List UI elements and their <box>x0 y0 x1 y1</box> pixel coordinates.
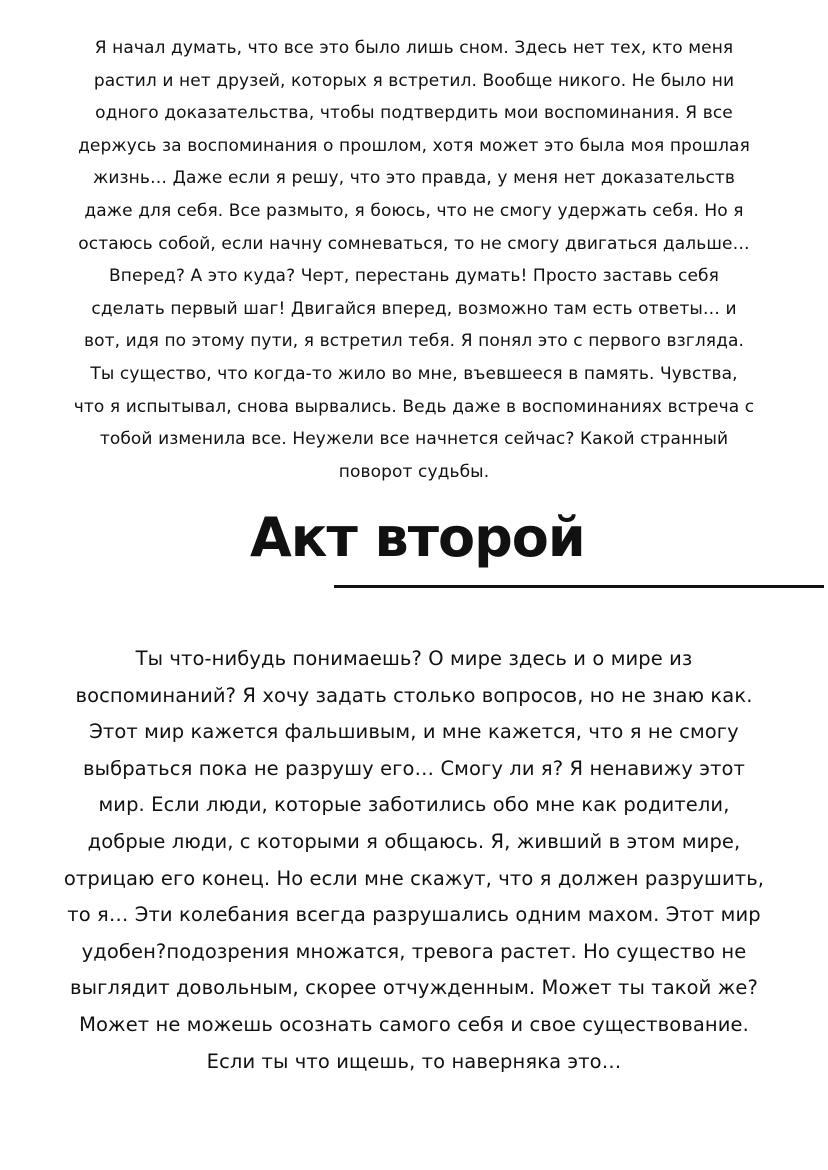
text-line: даже для себя. Все размыто, я боюсь, что не смогу удержать себя. Но я <box>84 200 744 221</box>
text-line: отрицаю его конец. Но если мне скажут, что я должен разрушить, <box>63 866 765 890</box>
text-line: Ты существо, что когда-то жило во мне, въевшееся в память. Чувства, <box>90 363 738 384</box>
text-line: выбраться пока не разрушу его… Смогу ли я? Я ненавижу этот <box>82 756 746 780</box>
text-line: остаюсь собой, если начну сомневаться, то не смогу двигаться дальше… <box>78 233 750 254</box>
act-two-paragraph <box>14 641 814 1080</box>
text-line: выглядит довольным, скорее отчужденным. Может ты такой же? <box>70 976 758 1000</box>
text-line: одного доказательства, чтобы подтвердить мои воспоминания. Я все <box>95 103 733 124</box>
text-line: мир. Если люди, которые заботились обо мне как родители, <box>98 793 730 817</box>
text-line: Вперед? А это куда? Черт, перестань думать! Просто заставь себя <box>109 266 719 287</box>
text-line: удобен?подозрения множатся, тревога растет. Но существо не <box>81 939 747 963</box>
heading-underline <box>334 585 824 588</box>
text-line: Этот мир кажется фальшивым, и мне кажется, что я не смогу <box>89 720 739 744</box>
text-line: воспоминаний? Я хочу задать столько вопросов, но не знаю как. <box>75 683 753 707</box>
text-line: сделать первый шаг! Двигайся вперед, возможно там есть ответы… и <box>91 298 737 319</box>
text-line: поворот судьбы. <box>338 461 490 482</box>
section-heading: Акт второй <box>250 506 585 569</box>
text-line: Я начал думать, что все это было лишь сном. Здесь нет тех, кто меня <box>94 38 734 58</box>
text-line: Если ты что ищешь, то наверняка это… <box>206 1049 622 1073</box>
text-line: то я… Эти колебания всегда разрушались одним махом. Этот мир <box>67 903 761 927</box>
text-line: Ты что-нибудь понимаешь? О мире здесь и о мире из <box>135 647 693 670</box>
text-line: растил и нет друзей, которых я встретил. Вообще никого. Не было ни <box>93 70 735 91</box>
text-line: что я испытывал, снова вырвались. Ведь даже в воспоминаниях встреча с <box>73 396 755 417</box>
intro-paragraph <box>14 32 814 488</box>
text-line: Может не можешь осознать самого себя и свое существование. <box>79 1012 749 1036</box>
text-line: жизнь… Даже если я решу, что это правда, у меня нет доказательств <box>92 168 736 189</box>
text-line: тобой изменила все. Неужели все начнется сейчас? Какой странный <box>99 429 729 450</box>
text-line: держусь за воспоминания о прошлом, хотя может это была моя прошлая <box>78 135 750 156</box>
text-line: добрые люди, с которыми я общаюсь. Я, живший в этом мире, <box>87 829 741 853</box>
text-line: вот, идя по этому пути, я встретил тебя. Я понял это с первого взгляда. <box>84 331 744 352</box>
